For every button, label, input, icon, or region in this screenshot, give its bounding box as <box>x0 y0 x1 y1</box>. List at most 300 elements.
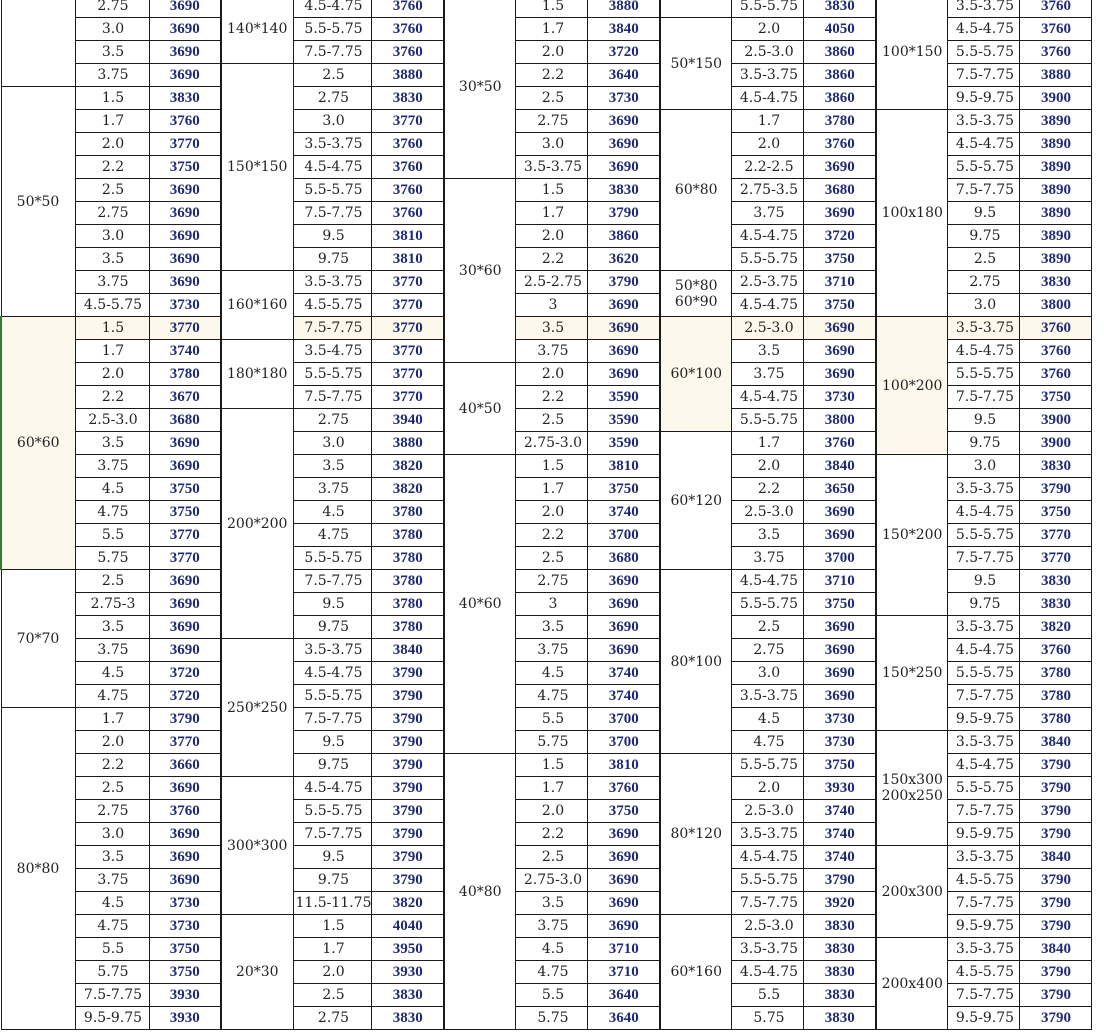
price-cell[interactable]: 3930 <box>149 1007 221 1030</box>
price-cell[interactable]: 3790 <box>372 777 444 800</box>
price-cell[interactable]: 3680 <box>588 547 660 570</box>
size-cell[interactable]: 40*60 <box>444 455 516 754</box>
thickness-cell[interactable]: 5.5-5.75 <box>732 248 804 271</box>
price-cell[interactable]: 3790 <box>1020 984 1092 1007</box>
thickness-cell[interactable]: 3 <box>516 294 588 317</box>
thickness-cell[interactable]: 2.2 <box>516 64 588 87</box>
price-cell[interactable]: 3720 <box>149 662 221 685</box>
thickness-cell[interactable]: 3.0 <box>75 18 149 41</box>
price-cell[interactable]: 3830 <box>804 984 876 1007</box>
size-cell[interactable]: 200x400 <box>876 938 948 1030</box>
thickness-cell[interactable]: 5.5-5.75 <box>293 179 372 202</box>
price-cell[interactable]: 3780 <box>1020 685 1092 708</box>
price-cell[interactable]: 3890 <box>1020 202 1092 225</box>
thickness-cell[interactable]: 3.5 <box>75 846 149 869</box>
thickness-cell[interactable]: 4.5-4.75 <box>732 225 804 248</box>
thickness-cell[interactable]: 4.5-4.75 <box>732 87 804 110</box>
price-cell[interactable]: 3690 <box>588 846 660 869</box>
price-cell[interactable]: 3750 <box>149 478 221 501</box>
thickness-cell[interactable]: 4.75 <box>732 731 804 754</box>
thickness-cell[interactable]: 3.5-3.75 <box>732 823 804 846</box>
price-cell[interactable]: 3750 <box>1020 501 1092 524</box>
thickness-cell[interactable]: 4.5 <box>516 662 588 685</box>
price-cell[interactable]: 3760 <box>149 110 221 133</box>
price-cell[interactable]: 3820 <box>372 478 444 501</box>
thickness-cell[interactable]: 5.5-5.75 <box>732 593 804 616</box>
price-cell[interactable]: 3800 <box>804 409 876 432</box>
thickness-cell[interactable]: 1.5 <box>293 915 372 938</box>
price-cell[interactable]: 3860 <box>588 225 660 248</box>
price-cell[interactable]: 3780 <box>372 524 444 547</box>
thickness-cell[interactable]: 9.75 <box>293 248 372 271</box>
thickness-cell[interactable]: 9.5 <box>293 593 372 616</box>
price-cell[interactable]: 3700 <box>588 731 660 754</box>
price-cell[interactable]: 3810 <box>372 248 444 271</box>
thickness-cell[interactable]: 2.0 <box>516 800 588 823</box>
size-cell[interactable]: 70*70 <box>1 570 75 708</box>
thickness-cell[interactable]: 5.75 <box>75 961 149 984</box>
thickness-cell[interactable]: 3.0 <box>732 662 804 685</box>
thickness-cell[interactable]: 9.5 <box>948 409 1020 432</box>
size-cell[interactable]: 60*120 <box>660 432 732 570</box>
size-cell[interactable]: 30*50 <box>444 0 516 179</box>
thickness-cell[interactable]: 9.5-9.75 <box>948 823 1020 846</box>
thickness-cell[interactable]: 2.0 <box>732 777 804 800</box>
price-cell[interactable]: 3650 <box>804 478 876 501</box>
thickness-cell[interactable]: 2.2 <box>75 754 149 777</box>
thickness-cell[interactable]: 2.75-3.0 <box>516 432 588 455</box>
thickness-cell[interactable]: 3.75 <box>516 915 588 938</box>
price-cell[interactable]: 3770 <box>372 386 444 409</box>
thickness-cell[interactable]: 4.75 <box>516 685 588 708</box>
thickness-cell[interactable]: 7.5-7.75 <box>732 892 804 915</box>
thickness-cell[interactable]: 9.5-9.75 <box>948 1007 1020 1030</box>
price-cell[interactable]: 3760 <box>804 133 876 156</box>
thickness-cell[interactable]: 5.75 <box>516 1007 588 1030</box>
thickness-cell[interactable]: 3.0 <box>948 455 1020 478</box>
price-cell[interactable]: 3790 <box>1020 892 1092 915</box>
price-cell[interactable]: 3620 <box>588 248 660 271</box>
thickness-cell[interactable]: 4.5-5.75 <box>293 294 372 317</box>
price-cell[interactable]: 3780 <box>372 593 444 616</box>
thickness-cell[interactable]: 5.5-5.75 <box>732 869 804 892</box>
thickness-cell[interactable]: 3.5-3.75 <box>516 156 588 179</box>
thickness-cell[interactable]: 2.5 <box>516 87 588 110</box>
price-cell[interactable]: 3760 <box>372 0 444 18</box>
thickness-cell[interactable]: 3.5 <box>516 317 588 340</box>
thickness-cell[interactable]: 4.5-5.75 <box>75 294 149 317</box>
price-cell[interactable]: 3590 <box>588 386 660 409</box>
thickness-cell[interactable]: 4.75 <box>75 685 149 708</box>
price-cell[interactable]: 3790 <box>588 202 660 225</box>
price-cell[interactable]: 3830 <box>1020 593 1092 616</box>
price-cell[interactable]: 3690 <box>804 501 876 524</box>
price-cell[interactable]: 3770 <box>149 133 221 156</box>
price-cell[interactable]: 3760 <box>588 777 660 800</box>
thickness-cell[interactable]: 3.75 <box>732 202 804 225</box>
price-cell[interactable]: 3770 <box>1020 547 1092 570</box>
price-cell[interactable]: 3800 <box>1020 294 1092 317</box>
price-cell[interactable]: 3690 <box>149 823 221 846</box>
price-cell[interactable]: 3750 <box>804 248 876 271</box>
price-cell[interactable]: 3840 <box>588 18 660 41</box>
thickness-cell[interactable]: 5.5-5.75 <box>293 685 372 708</box>
price-cell[interactable]: 3640 <box>588 984 660 1007</box>
thickness-cell[interactable]: 2.5-3.0 <box>732 317 804 340</box>
price-cell[interactable]: 3890 <box>1020 248 1092 271</box>
thickness-cell[interactable]: 2.5 <box>516 547 588 570</box>
thickness-cell[interactable]: 3.5-3.75 <box>732 938 804 961</box>
price-cell[interactable]: 3710 <box>588 961 660 984</box>
thickness-cell[interactable]: 4.5-5.75 <box>948 961 1020 984</box>
thickness-cell[interactable]: 4.5-4.75 <box>732 386 804 409</box>
thickness-cell[interactable]: 2.0 <box>75 731 149 754</box>
thickness-cell[interactable]: 1.7 <box>516 18 588 41</box>
thickness-cell[interactable]: 1.5 <box>75 87 149 110</box>
price-cell[interactable]: 3900 <box>1020 409 1092 432</box>
thickness-cell[interactable]: 9.5 <box>948 570 1020 593</box>
price-cell[interactable]: 3690 <box>588 110 660 133</box>
size-cell[interactable]: 150*250 <box>876 616 948 731</box>
price-cell[interactable]: 3690 <box>588 869 660 892</box>
thickness-cell[interactable]: 4.5 <box>516 938 588 961</box>
thickness-cell[interactable]: 1.5 <box>516 455 588 478</box>
thickness-cell[interactable]: 5.75 <box>732 1007 804 1030</box>
thickness-cell[interactable]: 5.75 <box>516 731 588 754</box>
price-cell[interactable]: 3810 <box>372 225 444 248</box>
price-cell[interactable]: 3690 <box>149 639 221 662</box>
thickness-cell[interactable]: 4.5-4.75 <box>293 156 372 179</box>
price-cell[interactable]: 3750 <box>149 938 221 961</box>
thickness-cell[interactable]: 7.5-7.75 <box>293 202 372 225</box>
thickness-cell[interactable]: 3.75 <box>75 869 149 892</box>
thickness-cell[interactable]: 5.5-5.75 <box>732 754 804 777</box>
size-cell[interactable]: 100*200 <box>876 317 948 455</box>
price-cell[interactable]: 3830 <box>372 1007 444 1030</box>
price-cell[interactable]: 3690 <box>149 0 221 18</box>
price-cell[interactable]: 3840 <box>1020 938 1092 961</box>
price-cell[interactable]: 3770 <box>372 294 444 317</box>
thickness-cell[interactable]: 5.5-5.75 <box>948 156 1020 179</box>
price-cell[interactable]: 3690 <box>804 317 876 340</box>
price-cell[interactable]: 3820 <box>372 455 444 478</box>
price-cell[interactable]: 3860 <box>804 41 876 64</box>
price-cell[interactable]: 3790 <box>372 662 444 685</box>
price-cell[interactable]: 3770 <box>372 110 444 133</box>
size-cell[interactable]: 150x300 200x250 <box>876 731 948 846</box>
thickness-cell[interactable]: 5.5-5.75 <box>293 800 372 823</box>
price-cell[interactable]: 3690 <box>149 570 221 593</box>
thickness-cell[interactable]: 3.0 <box>948 294 1020 317</box>
price-cell[interactable]: 3720 <box>588 41 660 64</box>
price-cell[interactable]: 3920 <box>804 892 876 915</box>
price-cell[interactable]: 3780 <box>372 547 444 570</box>
thickness-cell[interactable]: 5.5-5.75 <box>948 41 1020 64</box>
price-cell[interactable]: 3830 <box>372 87 444 110</box>
price-cell[interactable]: 3760 <box>1020 340 1092 363</box>
price-cell[interactable]: 3690 <box>149 432 221 455</box>
thickness-cell[interactable]: 7.5-7.75 <box>293 386 372 409</box>
price-cell[interactable]: 3690 <box>588 133 660 156</box>
price-cell[interactable]: 3730 <box>804 386 876 409</box>
price-cell[interactable]: 3710 <box>804 271 876 294</box>
thickness-cell[interactable]: 2.5-2.75 <box>516 271 588 294</box>
price-cell[interactable]: 3750 <box>149 156 221 179</box>
price-cell[interactable]: 3760 <box>372 156 444 179</box>
price-cell[interactable]: 3690 <box>149 64 221 87</box>
thickness-cell[interactable]: 3.5 <box>293 455 372 478</box>
price-cell[interactable]: 3700 <box>588 708 660 731</box>
price-cell[interactable]: 3790 <box>1020 754 1092 777</box>
size-cell[interactable]: 150*150 <box>221 64 293 271</box>
price-cell[interactable]: 3690 <box>149 846 221 869</box>
price-cell[interactable]: 3830 <box>588 179 660 202</box>
price-cell[interactable]: 3830 <box>804 1007 876 1030</box>
thickness-cell[interactable]: 2.5-3.0 <box>732 915 804 938</box>
size-cell[interactable]: 250*250 <box>221 639 293 777</box>
price-cell[interactable]: 3740 <box>804 800 876 823</box>
thickness-cell[interactable]: 3.5 <box>75 432 149 455</box>
thickness-cell[interactable]: 9.5-9.75 <box>948 708 1020 731</box>
price-cell[interactable]: 3790 <box>372 754 444 777</box>
price-cell[interactable]: 3820 <box>372 892 444 915</box>
price-cell[interactable]: 3690 <box>588 823 660 846</box>
price-cell[interactable]: 3930 <box>804 777 876 800</box>
price-cell[interactable]: 3760 <box>372 133 444 156</box>
thickness-cell[interactable]: 7.5-7.75 <box>948 892 1020 915</box>
thickness-cell[interactable]: 2.5-3.75 <box>732 271 804 294</box>
price-cell[interactable]: 3840 <box>1020 731 1092 754</box>
thickness-cell[interactable]: 1.5 <box>516 179 588 202</box>
size-cell[interactable]: 20*30 <box>221 915 293 1030</box>
thickness-cell[interactable]: 9.5-9.75 <box>948 87 1020 110</box>
price-cell[interactable]: 3790 <box>372 708 444 731</box>
thickness-cell[interactable]: 4.5-4.75 <box>948 754 1020 777</box>
price-cell[interactable]: 3660 <box>149 754 221 777</box>
price-cell[interactable]: 3890 <box>1020 156 1092 179</box>
thickness-cell[interactable]: 2.0 <box>75 133 149 156</box>
thickness-cell[interactable]: 1.7 <box>75 340 149 363</box>
price-cell[interactable]: 3760 <box>149 800 221 823</box>
size-cell[interactable]: 50*50 <box>1 87 75 317</box>
price-cell[interactable]: 3690 <box>804 363 876 386</box>
thickness-cell[interactable]: 7.5-7.75 <box>948 547 1020 570</box>
price-cell[interactable]: 3760 <box>804 432 876 455</box>
thickness-cell[interactable]: 2.0 <box>516 363 588 386</box>
price-cell[interactable]: 3690 <box>149 616 221 639</box>
price-cell[interactable]: 3750 <box>149 501 221 524</box>
price-cell[interactable]: 3770 <box>372 363 444 386</box>
size-cell[interactable]: 80*120 <box>660 754 732 915</box>
thickness-cell[interactable]: 5.5 <box>75 524 149 547</box>
thickness-cell[interactable]: 2.5 <box>948 248 1020 271</box>
thickness-cell[interactable]: 4.5-4.75 <box>732 846 804 869</box>
price-cell[interactable]: 3740 <box>588 685 660 708</box>
price-cell[interactable]: 3900 <box>1020 432 1092 455</box>
size-cell[interactable]: 140*140 <box>221 0 293 64</box>
price-cell[interactable]: 3950 <box>372 938 444 961</box>
price-cell[interactable]: 3790 <box>1020 800 1092 823</box>
price-cell[interactable]: 3730 <box>149 915 221 938</box>
price-cell[interactable]: 3760 <box>1020 41 1092 64</box>
price-cell[interactable]: 3730 <box>149 892 221 915</box>
thickness-cell[interactable]: 1.5 <box>516 0 588 18</box>
thickness-cell[interactable]: 3.5-3.75 <box>948 846 1020 869</box>
price-cell[interactable]: 3790 <box>1020 1007 1092 1030</box>
thickness-cell[interactable]: 4.5 <box>732 708 804 731</box>
price-cell[interactable]: 3670 <box>149 386 221 409</box>
price-cell[interactable]: 3690 <box>588 340 660 363</box>
price-cell[interactable]: 3790 <box>372 846 444 869</box>
thickness-cell[interactable]: 7.5-7.75 <box>948 685 1020 708</box>
thickness-cell[interactable]: 2.75 <box>75 202 149 225</box>
thickness-cell[interactable]: 7.5-7.75 <box>948 800 1020 823</box>
price-cell[interactable]: 3690 <box>804 156 876 179</box>
thickness-cell[interactable]: 2.75 <box>75 0 149 18</box>
thickness-cell[interactable]: 2.75-3.0 <box>516 869 588 892</box>
price-cell[interactable]: 3780 <box>372 570 444 593</box>
thickness-cell[interactable]: 2.5 <box>516 409 588 432</box>
price-cell[interactable]: 3690 <box>588 317 660 340</box>
thickness-cell[interactable]: 2.2 <box>516 248 588 271</box>
thickness-cell[interactable]: 4.5 <box>75 892 149 915</box>
thickness-cell[interactable]: 3.75 <box>75 455 149 478</box>
thickness-cell[interactable]: 3.75 <box>75 271 149 294</box>
thickness-cell[interactable]: 2.0 <box>516 225 588 248</box>
thickness-cell[interactable]: 7.5-7.75 <box>293 317 372 340</box>
thickness-cell[interactable]: 4.75 <box>75 915 149 938</box>
price-cell[interactable]: 3690 <box>149 455 221 478</box>
thickness-cell[interactable]: 9.5 <box>948 202 1020 225</box>
thickness-cell[interactable]: 3.75 <box>75 64 149 87</box>
thickness-cell[interactable]: 2.0 <box>732 455 804 478</box>
thickness-cell[interactable]: 4.5-4.75 <box>948 501 1020 524</box>
thickness-cell[interactable]: 5.5-5.75 <box>293 547 372 570</box>
price-cell[interactable]: 3690 <box>804 524 876 547</box>
price-cell[interactable]: 3780 <box>1020 662 1092 685</box>
price-cell[interactable]: 3760 <box>1020 0 1092 18</box>
price-cell[interactable]: 3830 <box>149 87 221 110</box>
thickness-cell[interactable]: 2.2 <box>516 823 588 846</box>
price-cell[interactable]: 3690 <box>804 340 876 363</box>
price-cell[interactable]: 3640 <box>588 1007 660 1030</box>
thickness-cell[interactable]: 5.5 <box>732 984 804 1007</box>
size-cell[interactable] <box>660 0 732 18</box>
size-cell[interactable]: 30*60 <box>444 179 516 363</box>
price-cell[interactable]: 3760 <box>372 202 444 225</box>
thickness-cell[interactable]: 5.5-5.75 <box>293 363 372 386</box>
thickness-cell[interactable]: 4.5-5.75 <box>948 869 1020 892</box>
thickness-cell[interactable]: 5.5 <box>516 984 588 1007</box>
price-cell[interactable]: 3790 <box>1020 869 1092 892</box>
thickness-cell[interactable]: 7.5-7.75 <box>948 179 1020 202</box>
thickness-cell[interactable]: 3.75 <box>732 363 804 386</box>
thickness-cell[interactable]: 3.5-3.75 <box>948 110 1020 133</box>
thickness-cell[interactable]: 3.5 <box>732 340 804 363</box>
thickness-cell[interactable]: 7.5-7.75 <box>293 41 372 64</box>
price-cell[interactable]: 3790 <box>1020 823 1092 846</box>
price-cell[interactable]: 3700 <box>804 547 876 570</box>
thickness-cell[interactable]: 7.5-7.75 <box>948 64 1020 87</box>
thickness-cell[interactable]: 4.75 <box>516 961 588 984</box>
thickness-cell[interactable]: 1.5 <box>516 754 588 777</box>
thickness-cell[interactable]: 3.5-3.75 <box>948 317 1020 340</box>
price-cell[interactable]: 3690 <box>588 593 660 616</box>
thickness-cell[interactable]: 4.75 <box>75 501 149 524</box>
price-cell[interactable]: 3780 <box>1020 708 1092 731</box>
price-cell[interactable]: 3720 <box>149 685 221 708</box>
size-cell[interactable]: 180*180 <box>221 340 293 409</box>
thickness-cell[interactable]: 4.5-4.75 <box>732 570 804 593</box>
thickness-cell[interactable]: 4.5 <box>293 501 372 524</box>
thickness-cell[interactable]: 2.75 <box>293 87 372 110</box>
thickness-cell[interactable]: 2.75 <box>75 800 149 823</box>
price-cell[interactable]: 3830 <box>804 915 876 938</box>
thickness-cell[interactable]: 9.5 <box>293 225 372 248</box>
price-cell[interactable]: 3720 <box>804 225 876 248</box>
price-cell[interactable]: 3830 <box>804 0 876 18</box>
price-cell[interactable]: 3780 <box>804 110 876 133</box>
price-cell[interactable]: 3690 <box>149 18 221 41</box>
price-cell[interactable]: 3890 <box>1020 179 1092 202</box>
thickness-cell[interactable]: 3.5-3.75 <box>732 64 804 87</box>
thickness-cell[interactable]: 2.75-3.5 <box>732 179 804 202</box>
thickness-cell[interactable]: 2.0 <box>75 363 149 386</box>
price-cell[interactable]: 3830 <box>372 984 444 1007</box>
thickness-cell[interactable]: 3.5 <box>75 248 149 271</box>
thickness-cell[interactable]: 1.7 <box>293 938 372 961</box>
price-cell[interactable]: 3840 <box>1020 846 1092 869</box>
price-cell[interactable]: 3640 <box>588 64 660 87</box>
thickness-cell[interactable]: 3.5-3.75 <box>293 639 372 662</box>
price-cell[interactable]: 3790 <box>372 823 444 846</box>
price-cell[interactable]: 3690 <box>149 225 221 248</box>
thickness-cell[interactable]: 2.0 <box>732 133 804 156</box>
thickness-cell[interactable]: 2.2 <box>75 386 149 409</box>
price-cell[interactable]: 3760 <box>1020 639 1092 662</box>
thickness-cell[interactable]: 4.5-4.75 <box>293 777 372 800</box>
price-cell[interactable]: 3770 <box>149 524 221 547</box>
thickness-cell[interactable]: 2.5-3.0 <box>732 41 804 64</box>
thickness-cell[interactable]: 7.5-7.75 <box>948 984 1020 1007</box>
price-cell[interactable]: 4040 <box>372 915 444 938</box>
price-cell[interactable]: 3760 <box>1020 317 1092 340</box>
thickness-cell[interactable]: 9.5-9.75 <box>75 1007 149 1030</box>
price-cell[interactable]: 3750 <box>149 961 221 984</box>
thickness-cell[interactable]: 2.5 <box>293 64 372 87</box>
size-cell[interactable]: 50*80 60*90 <box>660 271 732 317</box>
price-cell[interactable]: 3790 <box>372 869 444 892</box>
thickness-cell[interactable]: 2.0 <box>516 501 588 524</box>
thickness-cell[interactable]: 9.75 <box>293 616 372 639</box>
price-cell[interactable]: 3820 <box>1020 616 1092 639</box>
size-cell[interactable]: 40*80 <box>444 754 516 1030</box>
thickness-cell[interactable]: 3.0 <box>293 432 372 455</box>
price-cell[interactable]: 3880 <box>588 0 660 18</box>
thickness-cell[interactable]: 9.5-9.75 <box>948 915 1020 938</box>
price-cell[interactable]: 3750 <box>588 478 660 501</box>
price-cell[interactable]: 3770 <box>372 317 444 340</box>
price-cell[interactable]: 3790 <box>1020 777 1092 800</box>
thickness-cell[interactable]: 4.5-4.75 <box>948 639 1020 662</box>
thickness-cell[interactable]: 3.75 <box>732 547 804 570</box>
price-cell[interactable]: 3790 <box>372 800 444 823</box>
size-cell[interactable]: 60*60 <box>1 317 75 570</box>
price-cell[interactable]: 3690 <box>588 294 660 317</box>
price-cell[interactable]: 3690 <box>149 593 221 616</box>
thickness-cell[interactable]: 1.5 <box>75 317 149 340</box>
price-cell[interactable]: 3830 <box>804 961 876 984</box>
